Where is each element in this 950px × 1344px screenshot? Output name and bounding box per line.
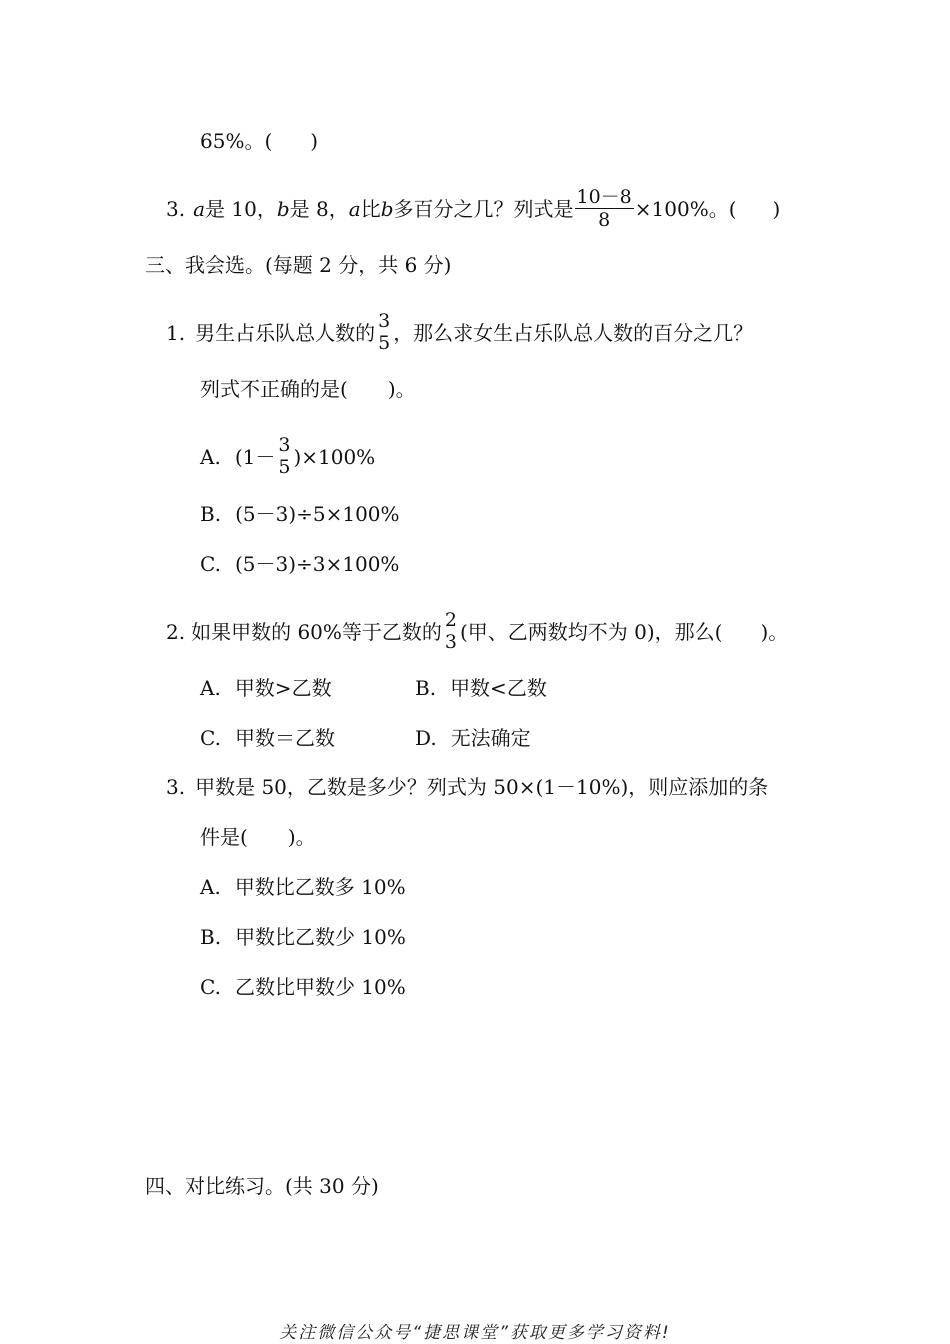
option-label: A.	[200, 875, 221, 899]
question-3-3-line2	[200, 823, 316, 851]
q-text: 甲数是 50，乙数是多少？列式为 50×(1－10%)，则应添加的条	[195, 775, 769, 799]
question-3-1	[166, 312, 753, 353]
option-text: 甲数<乙数	[450, 676, 547, 700]
footer-watermark: 关注微信公众号“捷思课堂”获取更多学习资料!	[279, 1323, 671, 1343]
q2-tail-text: 65%。(	[200, 129, 273, 153]
option-label: C.	[200, 726, 221, 750]
option-label: B.	[200, 502, 222, 526]
option-label: C.	[200, 552, 221, 576]
q-text: 男生占乐队总人数的	[195, 320, 376, 345]
q-close: )	[772, 197, 781, 221]
option-label: B.	[200, 925, 222, 949]
fraction	[575, 188, 634, 230]
q-close: )。	[760, 619, 789, 644]
q2-tail	[200, 127, 318, 155]
question-3-1-line2	[200, 375, 416, 403]
fraction	[276, 436, 292, 477]
q-text: 件是(	[200, 825, 248, 849]
q-text: 是 10，	[205, 197, 277, 221]
option-label: A.	[200, 676, 221, 700]
option-b[interactable]	[415, 674, 547, 702]
q-text: 多百分之几？列式是	[393, 197, 574, 221]
option-a[interactable]	[200, 674, 332, 702]
section-heading-4: 四、对比练习。(共 30 分)	[145, 1174, 379, 1198]
q-text: (甲、乙两数均不为 0)，那么(	[460, 619, 723, 644]
option-label: B.	[415, 676, 437, 700]
question-2-3	[166, 188, 780, 230]
q-text: ×100%。(	[634, 197, 737, 221]
option-text: )×100%	[293, 444, 376, 469]
option-a[interactable]	[200, 436, 375, 477]
var-b: b	[276, 197, 290, 221]
var-b: b	[380, 197, 394, 221]
option-label: D.	[415, 726, 437, 750]
option-text: 甲数比乙数少 10%	[235, 925, 406, 949]
question-number: 2.	[166, 619, 186, 644]
fraction-denominator: 3	[444, 631, 457, 653]
q-text: 比	[360, 197, 381, 221]
option-label: A.	[200, 444, 221, 469]
q-text: 如果甲数的 60%等于乙数的	[191, 619, 442, 644]
question-number: 3.	[166, 197, 186, 221]
fraction	[376, 312, 392, 353]
var-a: a	[193, 197, 206, 221]
option-text: (5－3)÷3×100%	[234, 552, 400, 576]
section-heading-3: 三、我会选。(每题 2 分，共 6 分)	[145, 253, 452, 277]
fraction-numerator: 2	[444, 609, 457, 631]
q-close: )。	[287, 825, 316, 849]
question-number: 1.	[166, 320, 186, 345]
fraction-denominator: 8	[598, 209, 611, 231]
fraction-denominator: 5	[378, 332, 391, 354]
option-label: C.	[200, 975, 221, 999]
q2-tail-close: )	[310, 129, 319, 153]
option-d[interactable]	[415, 724, 531, 752]
option-a[interactable]	[200, 873, 406, 901]
fraction-denominator: 5	[278, 456, 291, 478]
option-b[interactable]	[200, 923, 406, 951]
option-c[interactable]	[200, 550, 399, 578]
var-a: a	[348, 197, 361, 221]
question-number: 3.	[166, 775, 186, 799]
fraction	[443, 611, 459, 652]
option-text: 甲数＝乙数	[234, 726, 335, 750]
fraction-numerator: 3	[378, 310, 391, 332]
option-c[interactable]	[200, 724, 335, 752]
option-text: 乙数比甲数少 10%	[234, 975, 406, 999]
q-text: 列式不正确的是(	[200, 377, 348, 401]
question-3-3	[166, 773, 768, 801]
option-c[interactable]	[200, 973, 406, 1001]
fraction-numerator: 10－8	[576, 186, 632, 208]
option-text: 无法确定	[450, 726, 531, 750]
option-text: (1－	[234, 444, 276, 469]
option-text: (5－3)÷5×100%	[235, 502, 400, 526]
fraction-numerator: 3	[278, 434, 291, 456]
option-text: 甲数比乙数多 10%	[234, 875, 406, 899]
question-3-2	[166, 611, 788, 652]
option-text: 甲数>乙数	[234, 676, 332, 700]
option-b[interactable]	[200, 500, 400, 528]
q-text: ，那么求女生占乐队总人数的百分之几？	[393, 320, 754, 345]
q-close: )。	[387, 377, 416, 401]
q-text: 是 8，	[289, 197, 349, 221]
